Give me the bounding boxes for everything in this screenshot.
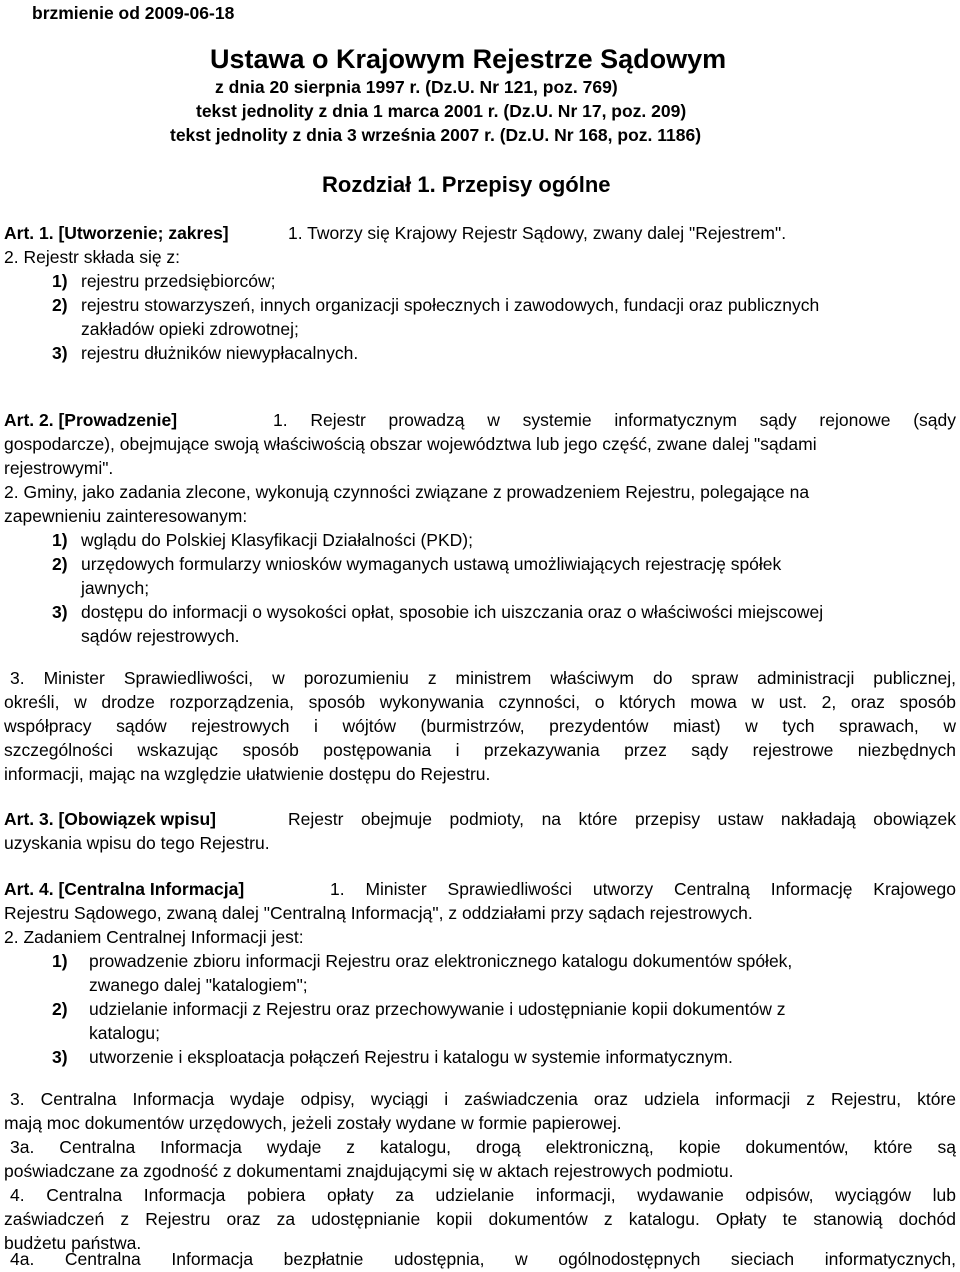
chapter-heading: Rozdział 1. Przepisy ogólne: [322, 172, 611, 197]
art2-para-2-line-2: zapewnieniu zainteresowanym:: [4, 506, 248, 526]
art1-item-3-text: rejestru dłużników niewypłacalnych.: [81, 343, 359, 363]
art4-item-1-continuation: zwanego dalej "katalogiem";: [89, 975, 308, 995]
art3-text-line-2: uzyskania wpisu do tego Rejestru.: [4, 833, 270, 853]
art2-para-3-line-3: współpracy sądów rejestrowych i wójtów (burmistrzów, prezydentów miast) w tych sprawach, w: [4, 716, 956, 736]
art1-item-2-continuation: zakładów opieki zdrowotnej;: [81, 319, 299, 339]
art1-heading: Art. 1. [Utworzenie; zakres]: [4, 223, 229, 243]
art1-item-1-number: 1): [52, 271, 68, 291]
art4-para-3a-line-2: poświadczane za zgodność z dokumentami znajdującymi się w aktach rejestrowych podmiotu.: [4, 1161, 734, 1181]
title-line-1: z dnia 20 sierpnia 1997 r. (Dz.U. Nr 121, poz. 769): [215, 77, 618, 97]
art2-item-2-number: 2): [52, 554, 68, 574]
art2-para-3-line-5: informacji, mając na względzie ułatwienie dostępu do Rejestru.: [4, 764, 491, 784]
art4-para-4-line-1: 4. Centralna Informacja pobiera opłaty za udzielanie informacji, wydawanie odpisów, wyciągów lub: [10, 1185, 956, 1205]
art2-item-2-text: urzędowych formularzy wniosków wymaganych ustawą umożliwiających rejestrację spółek: [81, 554, 782, 574]
art2-item-2-continuation: jawnych;: [81, 578, 150, 598]
art4-para-1-line-1: 1. Minister Sprawiedliwości utworzy Centralną Informację Krajowego: [330, 879, 956, 899]
art4-para-1-line-2: Rejestru Sądowego, zwaną dalej "Centralną Informacją", z oddziałami przy sądach rejestrowych.: [4, 903, 753, 923]
art1-para-1: 1. Tworzy się Krajowy Rejestr Sądowy, zwany dalej "Rejestrem".: [288, 223, 787, 243]
art3-heading: Art. 3. [Obowiązek wpisu]: [4, 809, 216, 829]
art2-para-3-line-1: 3. Minister Sprawiedliwości, w porozumieniu z ministrem właściwym do spraw administracji publicznej,: [10, 668, 956, 688]
art4-item-2-number: 2): [52, 999, 68, 1019]
document-title: Ustawa o Krajowym Rejestrze Sądowym: [210, 44, 727, 74]
art1-item-3-number: 3): [52, 343, 68, 363]
art1-item-2-text: rejestru stowarzyszeń, innych organizacji społecznych i zawodowych, fundacji oraz publicznych: [81, 295, 820, 315]
art2-heading: Art. 2. [Prowadzenie]: [4, 410, 178, 430]
art1-item-2-number: 2): [52, 295, 68, 315]
art1-para-2: 2. Rejestr składa się z:: [4, 247, 181, 267]
art2-item-3-continuation: sądów rejestrowych.: [81, 626, 240, 646]
art3-text-line-1: Rejestr obejmuje podmioty, na które przepisy ustaw nakładają obowiązek: [288, 809, 956, 829]
art2-item-3-number: 3): [52, 602, 68, 622]
art4-heading: Art. 4. [Centralna Informacja]: [4, 879, 245, 899]
art1-item-1-text: rejestru przedsiębiorców;: [81, 271, 276, 291]
art4-para-4-line-3: budżetu państwa.: [4, 1233, 142, 1253]
art4-para-3-line-1: 3. Centralna Informacja wydaje odpisy, wyciągi i zaświadczenia oraz udziela informacji z Rejestru, które: [10, 1089, 956, 1109]
art4-item-1-number: 1): [52, 951, 68, 971]
art2-item-1-text: wglądu do Polskiej Klasyfikacji Działalności (PKD);: [81, 530, 473, 550]
art4-item-1-text: prowadzenie zbioru informacji Rejestru oraz elektronicznego katalogu dokumentów spółek,: [89, 951, 793, 971]
art2-item-1-number: 1): [52, 530, 68, 550]
art4-para-4-line-2: zaświadczeń z Rejestru oraz za udostępnianie kopii dokumentów z katalogu. Opłaty te stanowią dochód: [4, 1209, 956, 1229]
art2-para-3-line-2: określi, w drodze rozporządzenia, sposób wykonywania czynności, o których mowa w ust. 2, oraz sposób: [4, 692, 956, 712]
art4-item-2-text: udzielanie informacji z Rejestru oraz przechowywanie i udostępnianie kopii dokumentów z: [89, 999, 786, 1019]
art2-para-1-line-3: rejestrowymi".: [4, 458, 114, 478]
art4-para-3a-line-1: 3a. Centralna Informacja wydaje z katalogu, drogą elektroniczną, kopie dokumentów, które są: [10, 1137, 956, 1157]
version-header: brzmienie od 2009-06-18: [32, 3, 235, 23]
art2-para-3-line-4: szczególności wskazując sposób postępowania i przekazywania przez sądy rejestrowe niezbędnych: [4, 740, 956, 760]
art2-para-1-line-1: 1. Rejestr prowadzą w systemie informatycznym sądy rejonowe (sądy: [273, 410, 956, 430]
title-line-3: tekst jednolity z dnia 3 września 2007 r. (Dz.U. Nr 168, poz. 1186): [170, 125, 702, 145]
title-line-2: tekst jednolity z dnia 1 marca 2001 r. (Dz.U. Nr 17, poz. 209): [196, 101, 687, 121]
art4-item-3-text: utworzenie i eksploatacja połączeń Rejestru i katalogu w systemie informatycznym.: [89, 1047, 733, 1067]
art4-para-3-line-2: mają moc dokumentów urzędowych, jeżeli zostały wydane w formie papierowej.: [4, 1113, 622, 1133]
art4-para-4a-line-1: 4a. Centralna Informacja bezpłatnie udostępnia, w ogólnodostępnych sieciach informatycznych,: [10, 1249, 956, 1269]
art2-para-2-line-1: 2. Gminy, jako zadania zlecone, wykonują czynności związane z prowadzeniem Rejestru, polegające na: [4, 482, 810, 502]
art2-item-3-text: dostępu do informacji o wysokości opłat, sposobie ich uiszczania oraz o właściwości miejscowej: [81, 602, 824, 622]
art4-item-2-continuation: katalogu;: [89, 1023, 161, 1043]
art4-para-2: 2. Zadaniem Centralnej Informacji jest:: [4, 927, 304, 947]
art4-item-3-number: 3): [52, 1047, 68, 1067]
art2-para-1-line-2: gospodarcze), obejmujące swoją właściwością obszar województwa lub jego część, zwane dalej "sądami: [4, 434, 817, 454]
